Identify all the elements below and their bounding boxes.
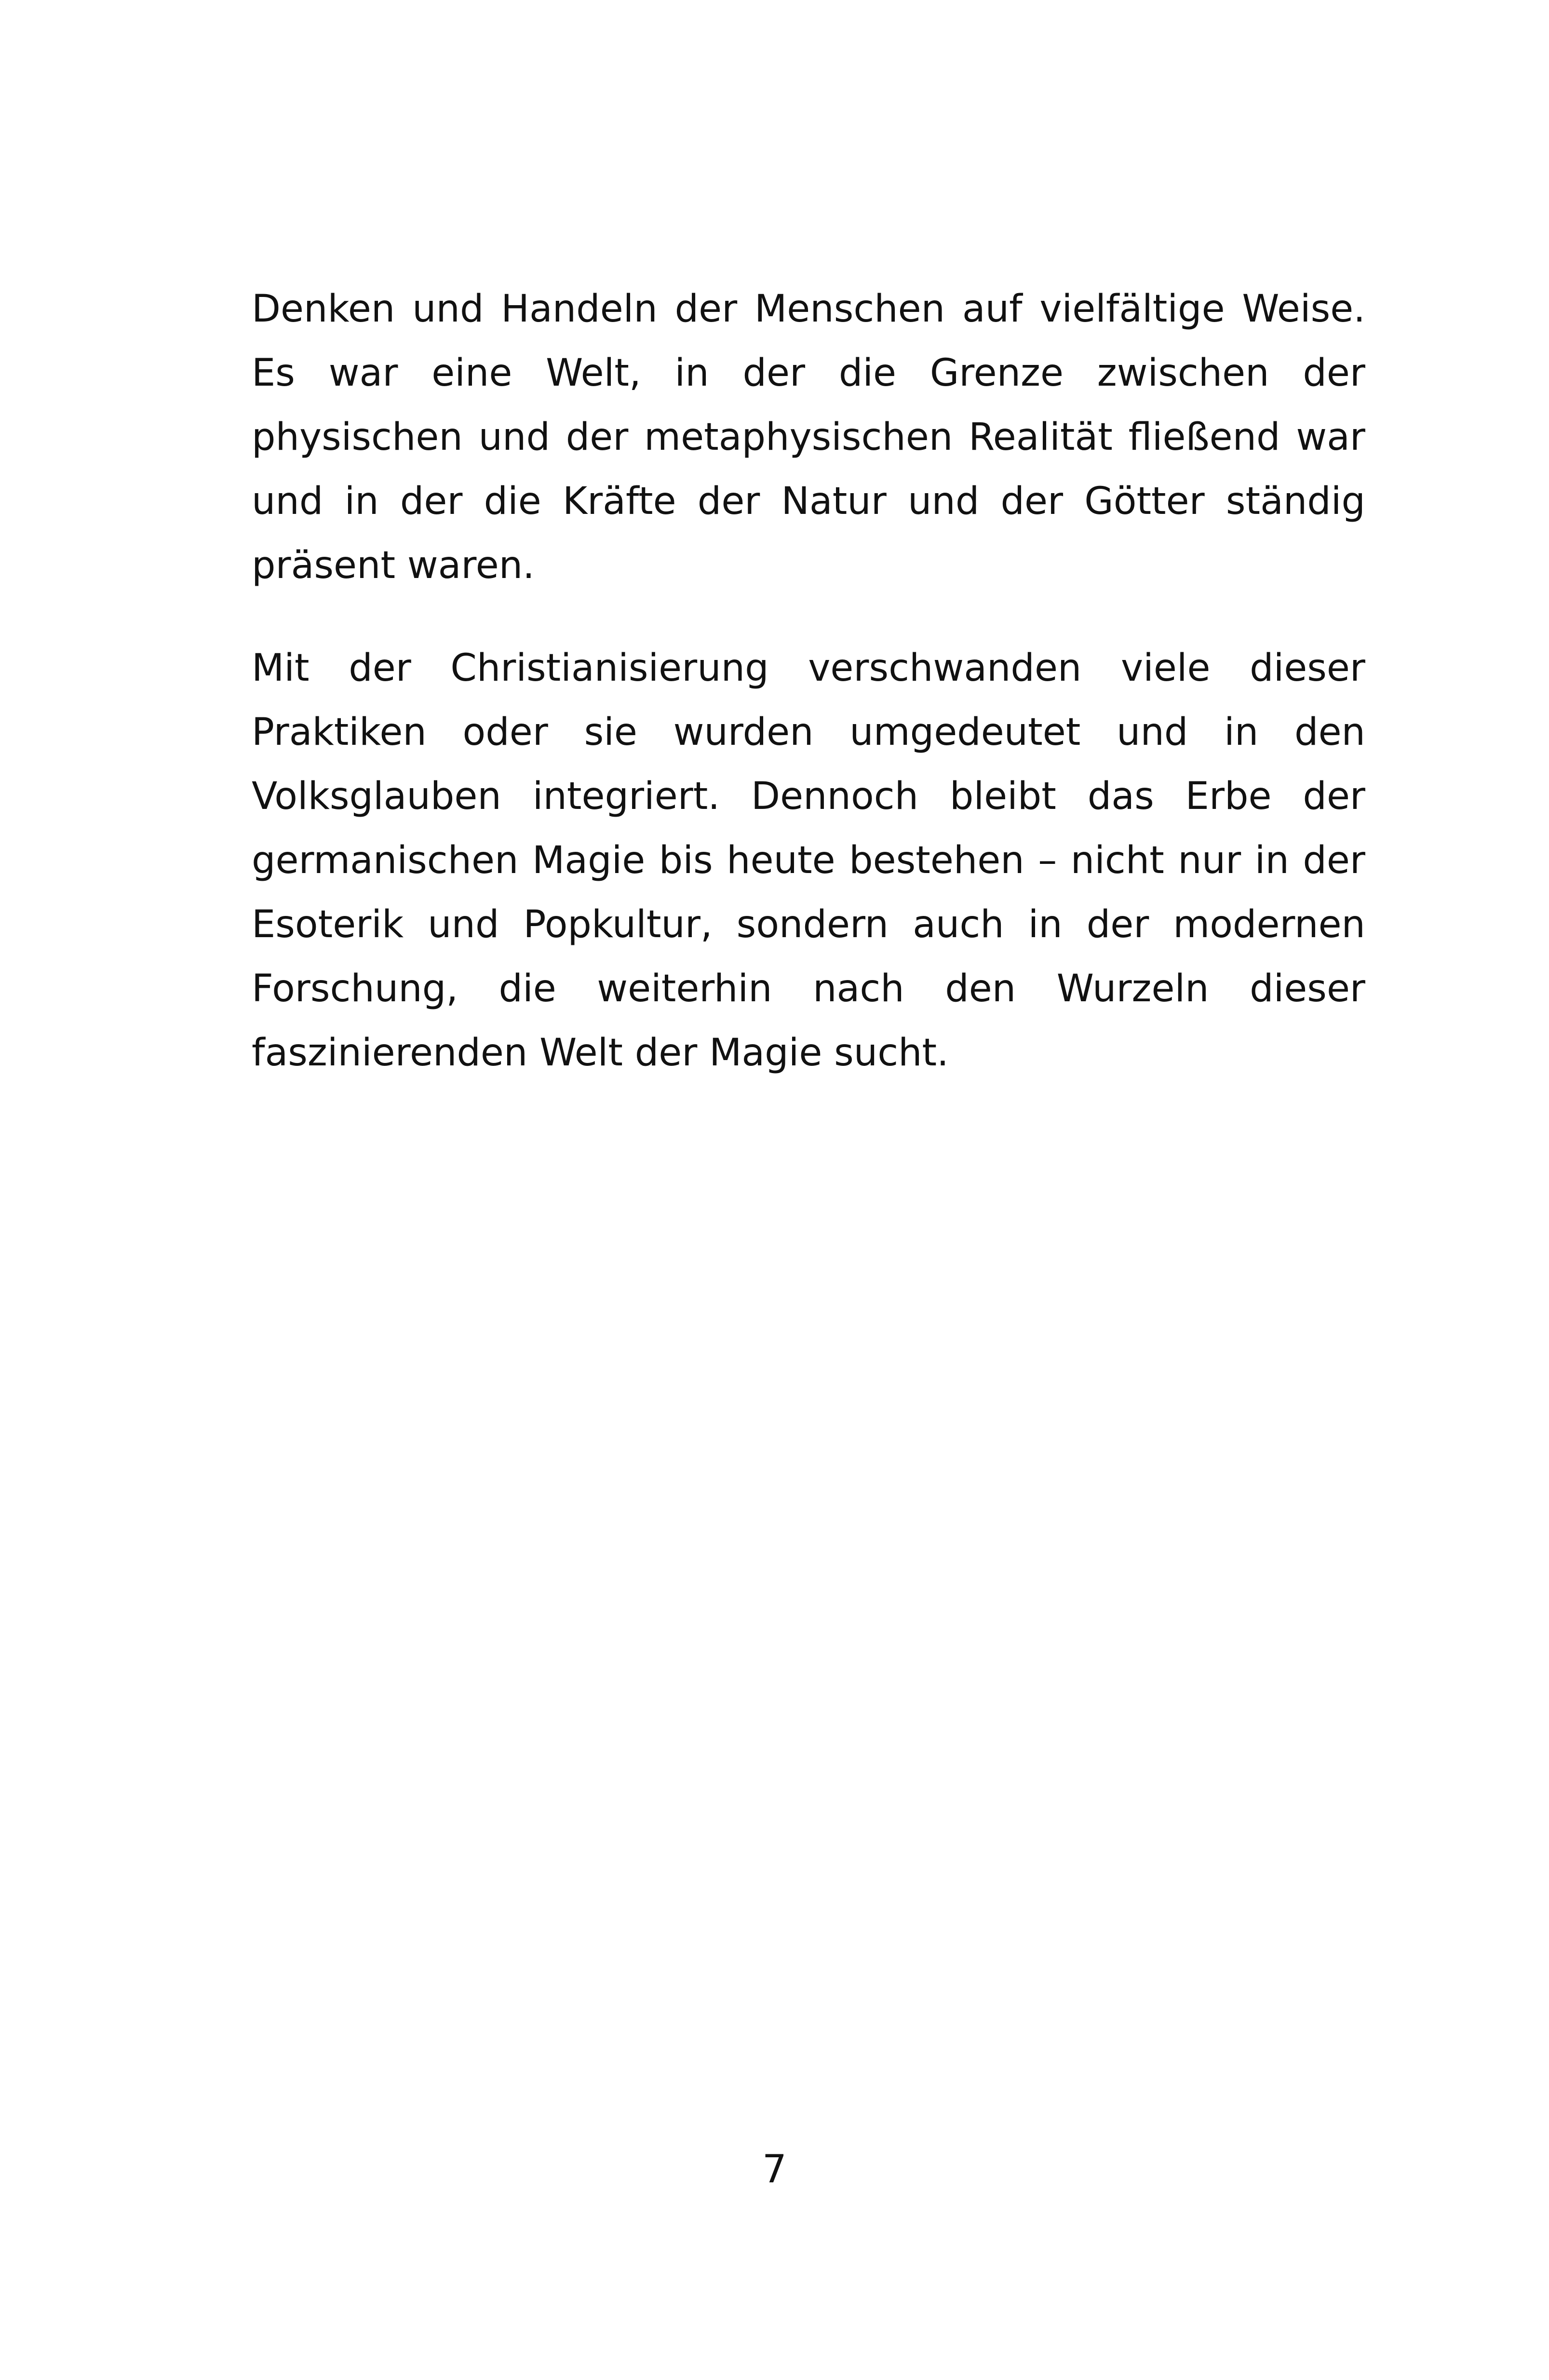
paragraph-2: Mit der Christianisierung verschwanden viele dieser Praktiken oder sie wurden umgedeutet und in den Volksglauben integriert. Dennoch bleibt das Erbe der germanischen Magie bis heute bestehen – nicht nur in der Esoterik und Popkultur, sondern auch in der modernen Forschung, die weiterhin nach den Wurzeln dieser faszinierenden Welt der Magie sucht. xyxy=(252,646,1365,1075)
body-text xyxy=(252,277,1365,1085)
page-number: 7 xyxy=(762,2147,787,2192)
paragraph-1: Denken und Handeln der Menschen auf vielfältige Weise. Es war eine Welt, in der die Grenze zwischen der physischen und der metaphysischen Realität fließend war und in der die Kräfte der Natur und der Götter ständig präsent waren. xyxy=(252,287,1365,587)
